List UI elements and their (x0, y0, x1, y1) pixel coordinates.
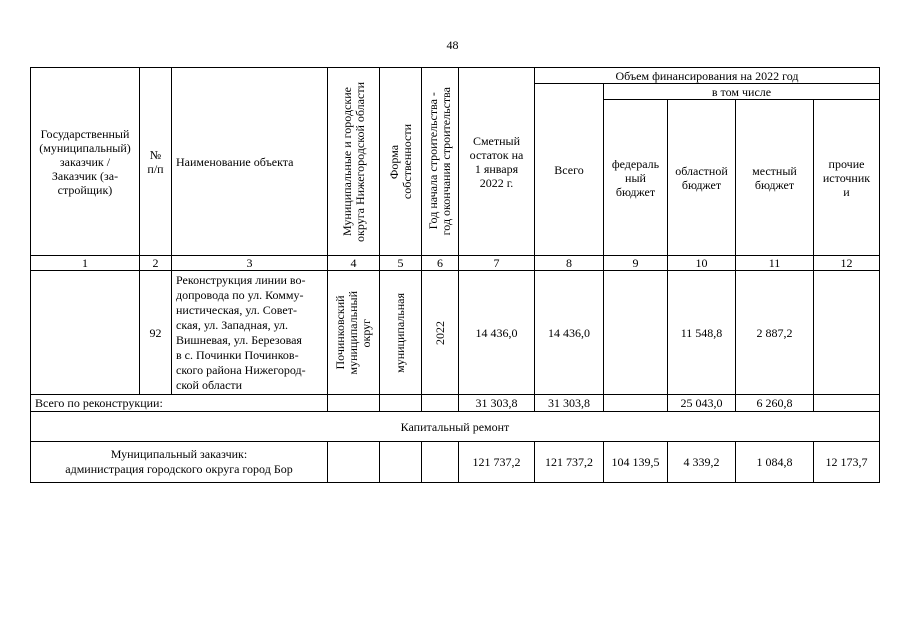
col-number: 3 (172, 256, 328, 271)
col-number: 12 (814, 256, 880, 271)
col-number: 9 (604, 256, 668, 271)
customer-row-other: 12 173,7 (814, 442, 880, 483)
header-municipality: Муниципальные и городские округа Нижегородской области (328, 68, 380, 256)
financing-table (30, 67, 880, 483)
col-number: 10 (668, 256, 736, 271)
header-estimate: Сметный остаток на 1 января 2022 г. (459, 68, 535, 256)
customer-row (31, 442, 880, 483)
header-local: местный бюджет (736, 100, 814, 256)
page-number: 48 (446, 38, 459, 52)
header-num: № п/п (140, 68, 172, 256)
header-total: Всего (535, 84, 604, 256)
header-customer: Государственный (муниципальный) заказчик / Заказчик (за- стройщик) (31, 68, 140, 256)
col-number: 2 (140, 256, 172, 271)
header-years: Год начала строительства - год окончания строительства (422, 68, 459, 256)
row92-local: 2 887,2 (736, 271, 814, 395)
customer-row-estimate: 121 737,2 (459, 442, 535, 483)
column-numbers-row (31, 256, 880, 271)
customer-row-local: 1 084,8 (736, 442, 814, 483)
total-reconstruction-federal (604, 395, 668, 412)
row92-object-name: Реконструкция линии во- допровода по ул. Комму- нистическая, ул. Совет- ская, ул. Западная, ул. Вишневая, ул. Березовая в с. Починки Починков- ского района Нижегород- ской области (172, 271, 328, 395)
header-funding-group: Объем финансирования на 2022 год (535, 68, 880, 84)
customer-row-federal: 104 139,5 (604, 442, 668, 483)
col-number: 8 (535, 256, 604, 271)
section-title: Капитальный ремонт (31, 412, 880, 442)
row92-other (814, 271, 880, 395)
table-row-92 (31, 271, 880, 395)
header-other: прочие источник и (814, 100, 880, 256)
col-number: 1 (31, 256, 140, 271)
header-regional: областной бюджет (668, 100, 736, 256)
section-row (31, 412, 880, 442)
customer-row-label: Муниципальный заказчик: администрация городского округа город Бор (31, 442, 328, 483)
header-federal: федераль ный бюджет (604, 100, 668, 256)
row92-customer (31, 271, 140, 395)
header-ownership: Форма собственности (380, 68, 422, 256)
row92-ownership: муниципальная (380, 271, 422, 395)
header-object-name: Наименование объекта (172, 68, 328, 256)
total-reconstruction-regional: 25 043,0 (668, 395, 736, 412)
row92-years: 2022 (422, 271, 459, 395)
row92-municipality: Починковский муниципальный округ (328, 271, 380, 395)
row92-federal (604, 271, 668, 395)
total-reconstruction-label: Всего по реконструкции: (31, 395, 328, 412)
col-number: 7 (459, 256, 535, 271)
col-number: 11 (736, 256, 814, 271)
row92-total: 14 436,0 (535, 271, 604, 395)
total-reconstruction-other (814, 395, 880, 412)
total-reconstruction-local: 6 260,8 (736, 395, 814, 412)
customer-row-regional: 4 339,2 (668, 442, 736, 483)
total-reconstruction-estimate: 31 303,8 (459, 395, 535, 412)
row92-estimate: 14 436,0 (459, 271, 535, 395)
row92-num: 92 (140, 271, 172, 395)
col-number: 6 (422, 256, 459, 271)
row92-regional: 11 548,8 (668, 271, 736, 395)
customer-row-total: 121 737,2 (535, 442, 604, 483)
total-reconstruction-row (31, 395, 880, 412)
col-number: 4 (328, 256, 380, 271)
col-number: 5 (380, 256, 422, 271)
header-including: в том числе (604, 84, 880, 100)
total-reconstruction-total: 31 303,8 (535, 395, 604, 412)
